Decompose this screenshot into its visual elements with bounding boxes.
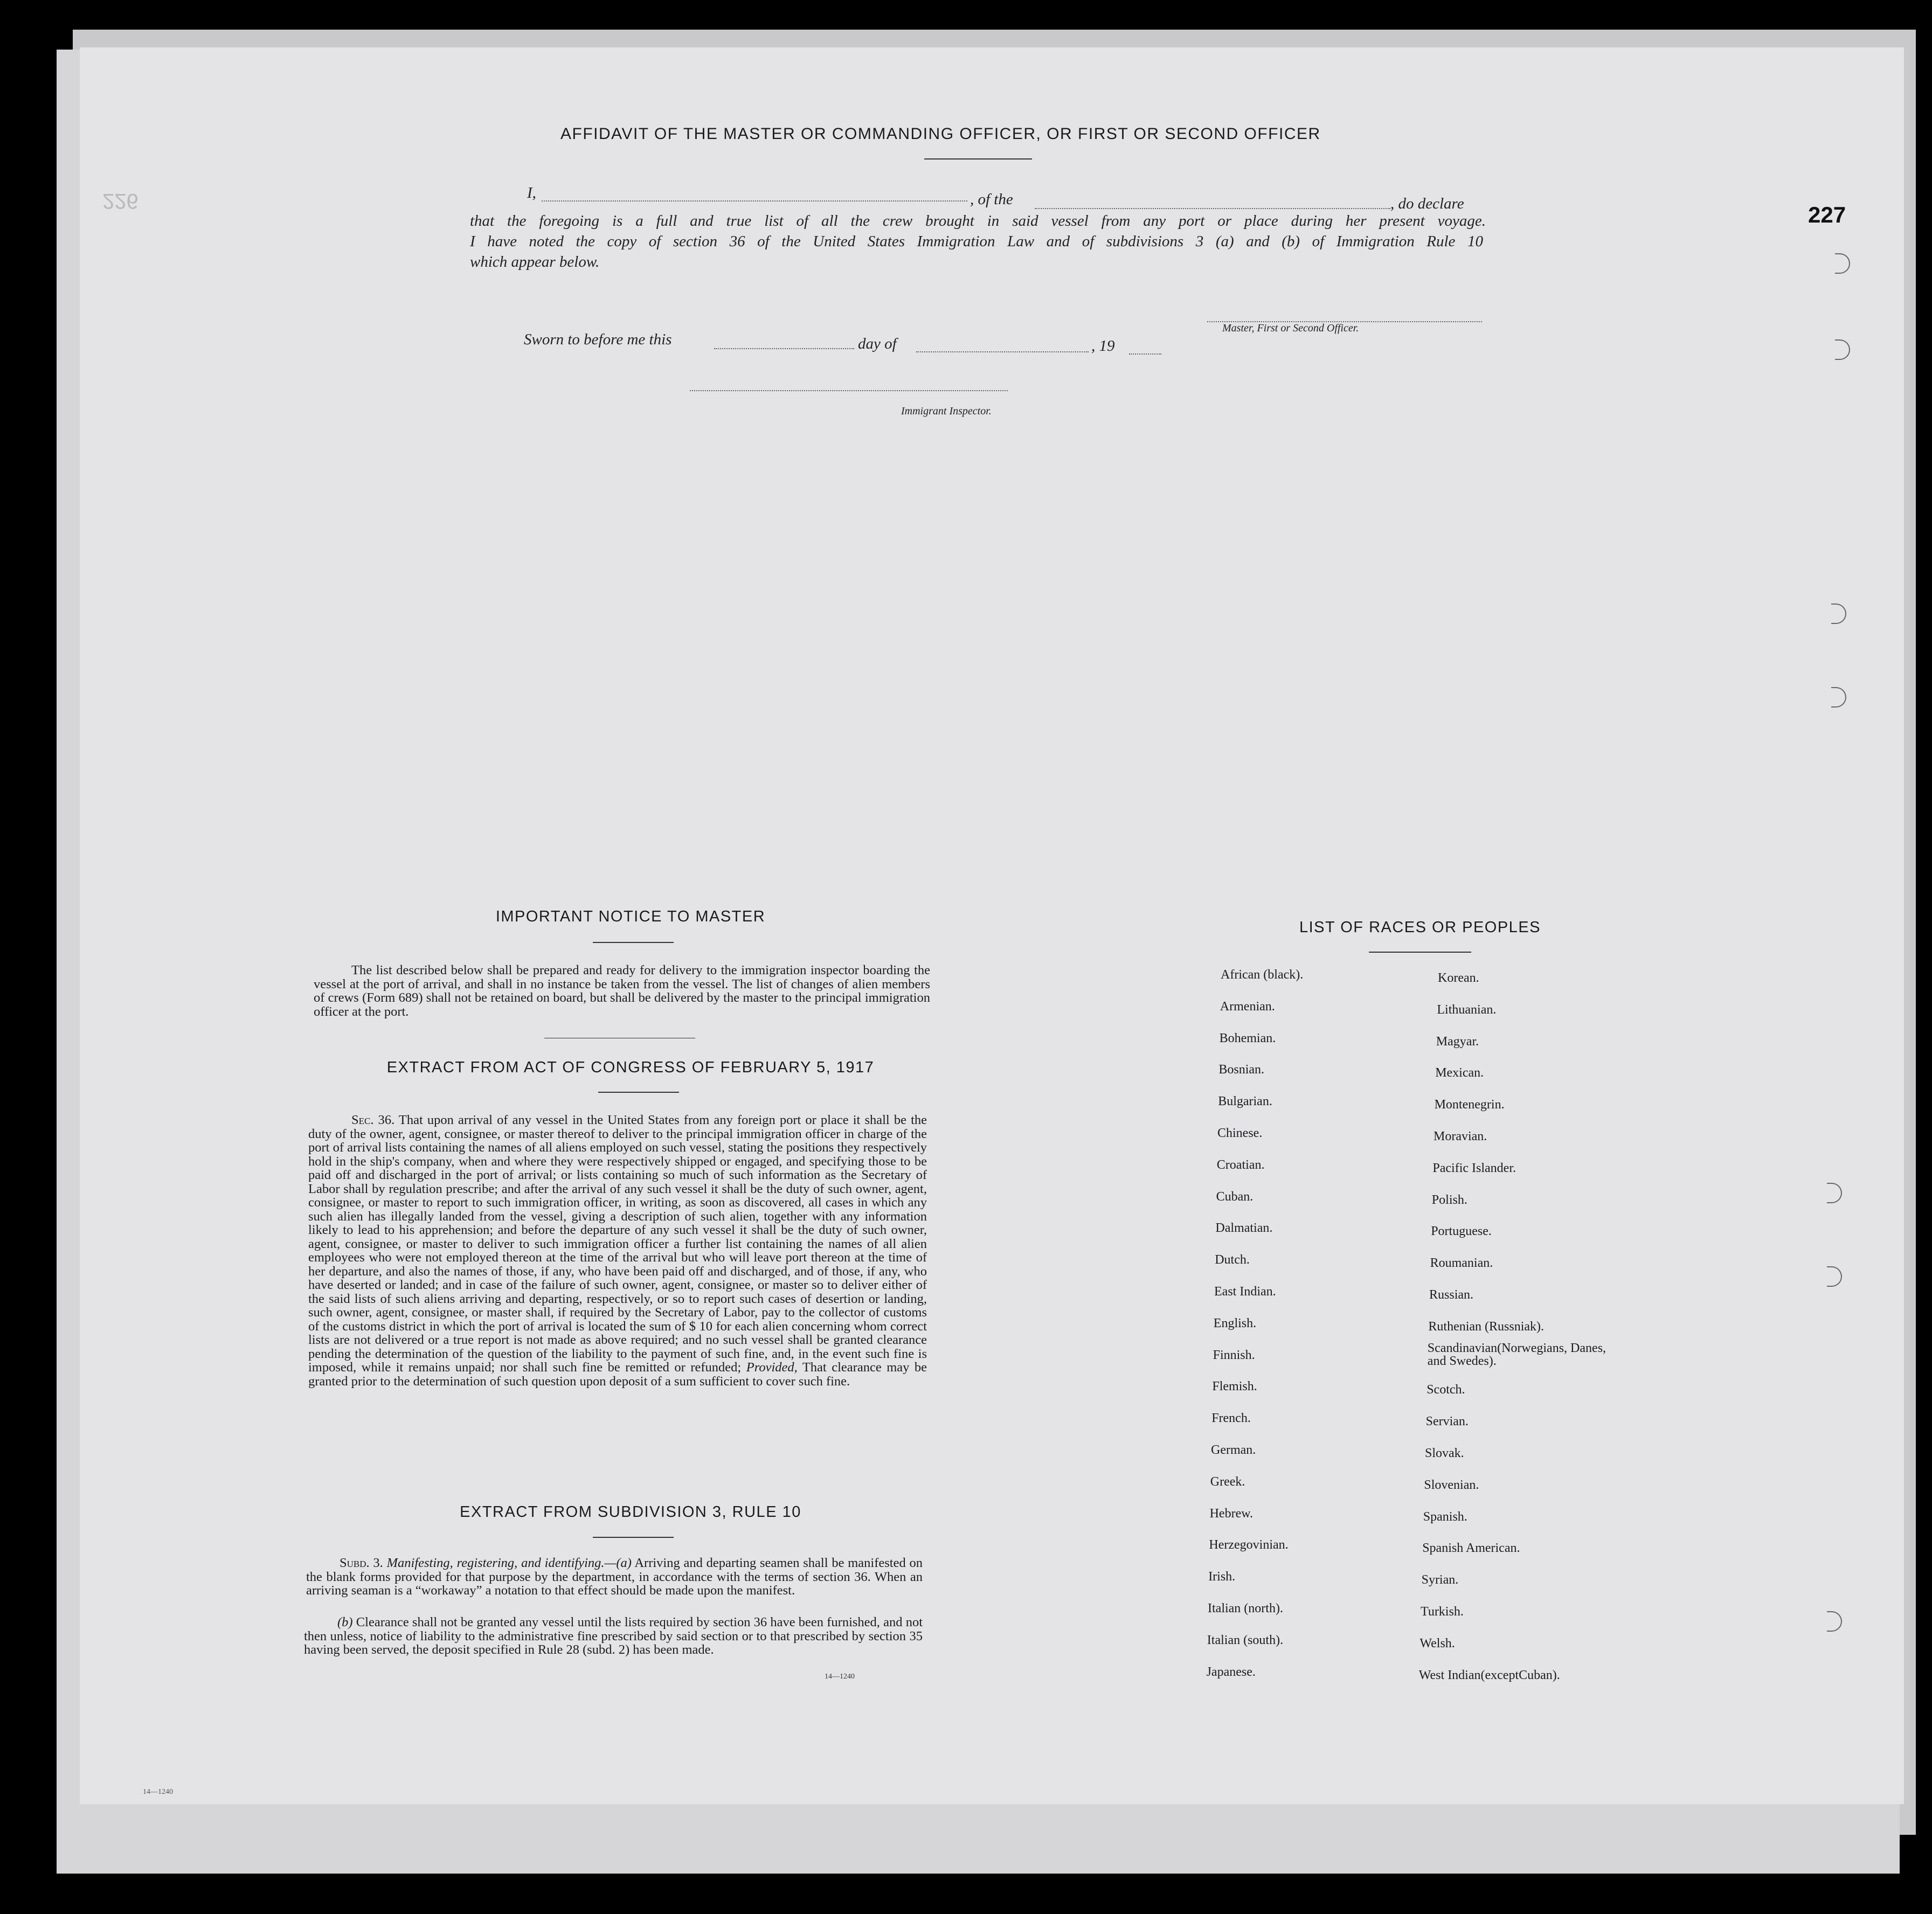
race-item: Croatian. xyxy=(1216,1157,1265,1172)
race-item: Italian (north). xyxy=(1208,1601,1283,1615)
race-item: Dutch. xyxy=(1215,1253,1250,1267)
race-item: Scotch. xyxy=(1427,1383,1465,1397)
rule-subd-title: Manifesting, registering, and identifying.—(a) xyxy=(386,1556,632,1570)
year-text: , 19 xyxy=(1091,337,1115,355)
sworn-month-blank[interactable] xyxy=(916,351,1089,352)
race-item: Bohemian. xyxy=(1219,1031,1276,1045)
race-item: Moravian. xyxy=(1434,1129,1487,1143)
race-item: Montenegrin. xyxy=(1434,1098,1505,1112)
race-item: Italian (south). xyxy=(1207,1633,1284,1647)
race-item: Spanish. xyxy=(1423,1509,1467,1524)
inspector-signature-line[interactable] xyxy=(690,390,1008,391)
notice-title: IMPORTANT NOTICE TO MASTER xyxy=(495,908,766,925)
race-item: Mexican. xyxy=(1435,1066,1484,1080)
race-item: Portuguese. xyxy=(1431,1224,1492,1239)
race-item: Korean. xyxy=(1438,971,1479,985)
page-number: 227 xyxy=(1808,202,1846,227)
name-blank[interactable] xyxy=(542,200,967,202)
sworn-day-blank[interactable] xyxy=(714,348,854,349)
race-item: Bosnian. xyxy=(1218,1063,1265,1077)
affidavit-declare: , do declare xyxy=(1390,195,1464,212)
affidavit-line-2: that the foregoing is a full and true list of all the crew brought in said vessel from any port or place during her present voyage. xyxy=(470,212,1486,230)
form-number: 14—1240 xyxy=(825,1673,855,1681)
rule-subd-label: Subd. 3. xyxy=(340,1556,383,1570)
race-item: Japanese. xyxy=(1206,1665,1256,1679)
act-text xyxy=(308,1113,927,1388)
notice-text: The list described below shall be prepared and ready for delivery to the immigration inspector boarding the vessel at the port of arrival, and shall in no instance be taken from the vessel. The list of changes of alien members of crews (Form 689) shall not be retained on board, but shall be delivered by the master to the principal immigration officer at the port. xyxy=(314,963,930,1019)
act-title: EXTRACT FROM ACT OF CONGRESS OF FEBRUARY 5, 1917 xyxy=(386,1059,875,1076)
race-item: Polish. xyxy=(1431,1192,1467,1207)
back-page-form-number: 14—1240 xyxy=(143,1788,173,1796)
race-item: Slovenian. xyxy=(1424,1478,1479,1492)
race-item: German. xyxy=(1211,1443,1256,1457)
race-item: Hebrew. xyxy=(1209,1506,1253,1521)
inspector-signature-label: Immigrant Inspector. xyxy=(901,405,992,417)
officer-signature-label: Master, First or Second Officer. xyxy=(1222,322,1359,334)
race-item: Turkish. xyxy=(1421,1605,1464,1619)
rule-body-b: Clearance shall not be granted any vessel until the lists required by section 36 have been furnished, and not then unless, notice of liability to the administrative fine prescribed by said section or to that prescribed by section 35 having been served, the deposit specified in Rule 28 (subd. 2) has been made. xyxy=(304,1615,923,1657)
race-item: Russian. xyxy=(1429,1288,1474,1302)
race-item: Ruthenian (Russniak). xyxy=(1428,1319,1545,1334)
race-item: English. xyxy=(1213,1316,1257,1330)
race-item: Greek. xyxy=(1210,1474,1245,1489)
sworn-text: Sworn to before me this xyxy=(524,331,672,348)
act-rule xyxy=(598,1092,679,1093)
race-item: Cuban. xyxy=(1216,1189,1254,1204)
race-item: Lithuanian. xyxy=(1437,1002,1497,1017)
rule-b-label: (b) xyxy=(337,1615,353,1629)
race-item: Roumanian. xyxy=(1430,1256,1493,1271)
act-sec-label: Sec. 36. xyxy=(351,1113,395,1127)
races-title: LIST OF RACES OR PEOPLES xyxy=(1299,919,1541,936)
race-item: West Indian(exceptCuban). xyxy=(1418,1668,1560,1682)
race-item: Slovak. xyxy=(1425,1446,1464,1460)
race-item: Finnish. xyxy=(1213,1348,1255,1362)
affidavit-of-the: , of the xyxy=(970,191,1013,208)
act-body: That upon arrival of any vessel in the United States from any foreign port or place it shall be the duty of the owner, agent, consignee, or master thereof to deliver to the principal immigration officer in charge of the port of arrival lists containing the names of all aliens employed on such vessel, stating the positions they respectively hold in the ship's company, when and where they were respectively shipped or engaged, and specifying those to be paid off and discharged in the port of arrival; or lists containing so much of such information as the Secretary of Labor shall by regulation prescribe; and after the arrival of any such vessel it shall be the duty of such owner, agent, consignee, or master to report to such immigration officer, in writing, as soon as discovered, all cases in which any such alien has illegally landed from the vessel, giving a description of such alien, together with any information likely to lead to his apprehension; and before the departure of any such vessel it shall be the duty of such owner, agent, consignee, or master to deliver to such immigration officer a further list containing the names of all alien employees who were not employed thereon at the time of the arrival but who will leave port thereon at the time of her departure, and also the names of those, if any, who have been paid off and discharged, and of those, if any, who have deserted or landed; and in case of the failure of such owner, agent, consignee, or master so to deliver either of the said lists of such aliens arriving and departing, respectively, or so to report such cases of desertion or landing, such owner, agent, consignee, or master shall, if required by the Secretary of Labor, pay to the collector of customs of the customs district in which the port of arrival is located the sum of $ 10 for each alien concerning whom correct lists are not delivered or a true report is not made as above required; and no such vessel shall be granted clearance pending the determination of the question of the liability to the payment of such fine, and, in the event such fine is imposed, while it remains unpaid; nor shall such fine be remitted or refunded; xyxy=(308,1113,927,1375)
race-item: Irish. xyxy=(1208,1570,1236,1584)
act-body-end: That clearance may be granted prior to the determination of such question upon deposit of a sum sufficient to cover such fine. xyxy=(308,1360,927,1389)
vessel-blank[interactable] xyxy=(1035,208,1390,209)
rule-title: EXTRACT FROM SUBDIVISION 3, RULE 10 xyxy=(460,1503,801,1521)
race-item: Welsh. xyxy=(1419,1636,1455,1651)
races-rule xyxy=(1369,952,1471,953)
race-item: Spanish American. xyxy=(1422,1541,1520,1556)
title-rule xyxy=(924,158,1032,160)
affidavit-title: AFFIDAVIT OF THE MASTER OR COMMANDING OFFICER, OR FIRST OR SECOND OFFICER xyxy=(560,125,1321,143)
race-item: East Indian. xyxy=(1214,1285,1276,1299)
affidavit-line-4: which appear below. xyxy=(470,253,600,271)
sworn-year-blank[interactable] xyxy=(1129,353,1161,355)
affidavit-i: I, xyxy=(527,184,536,202)
race-item: Bulgarian. xyxy=(1218,1094,1272,1109)
rule-rule xyxy=(593,1537,674,1538)
race-item: Herzegovinian. xyxy=(1209,1538,1289,1552)
day-of-text: day of xyxy=(858,335,897,352)
rule-body-a: Arriving and departing seamen shall be manifested on the blank forms provided for that purpose by the department, in accordance with the terms of section 36. When an arriving seaman is a “workaway” a notation to that effect should be made upon the manifest. xyxy=(306,1556,923,1598)
race-item: Flemish. xyxy=(1212,1379,1257,1394)
race-item: Dalmatian. xyxy=(1215,1221,1273,1236)
race-item: African (black). xyxy=(1221,968,1304,982)
race-item: Magyar. xyxy=(1436,1034,1479,1049)
race-item: French. xyxy=(1211,1411,1251,1426)
act-provided: Provided, xyxy=(746,1360,798,1375)
race-item: Syrian. xyxy=(1421,1573,1459,1587)
rule-text-b xyxy=(304,1615,923,1657)
race-item: Chinese. xyxy=(1217,1126,1263,1140)
rule-text-a xyxy=(306,1556,923,1598)
margin-page-number: 226 xyxy=(102,189,139,213)
race-item: Servian. xyxy=(1425,1414,1469,1429)
race-item: Armenian. xyxy=(1220,999,1275,1014)
race-item: Pacific Islander. xyxy=(1432,1161,1516,1175)
affidavit-line-3: I have noted the copy of section 36 of the United States Immigration Law and of subdivisions 3 (a) and (b) of Immigration Rule 10 xyxy=(470,233,1483,250)
notice-rule xyxy=(593,942,674,943)
race-item: Scandinavian(Norwegians, Danes, and Swedes). xyxy=(1427,1341,1606,1368)
